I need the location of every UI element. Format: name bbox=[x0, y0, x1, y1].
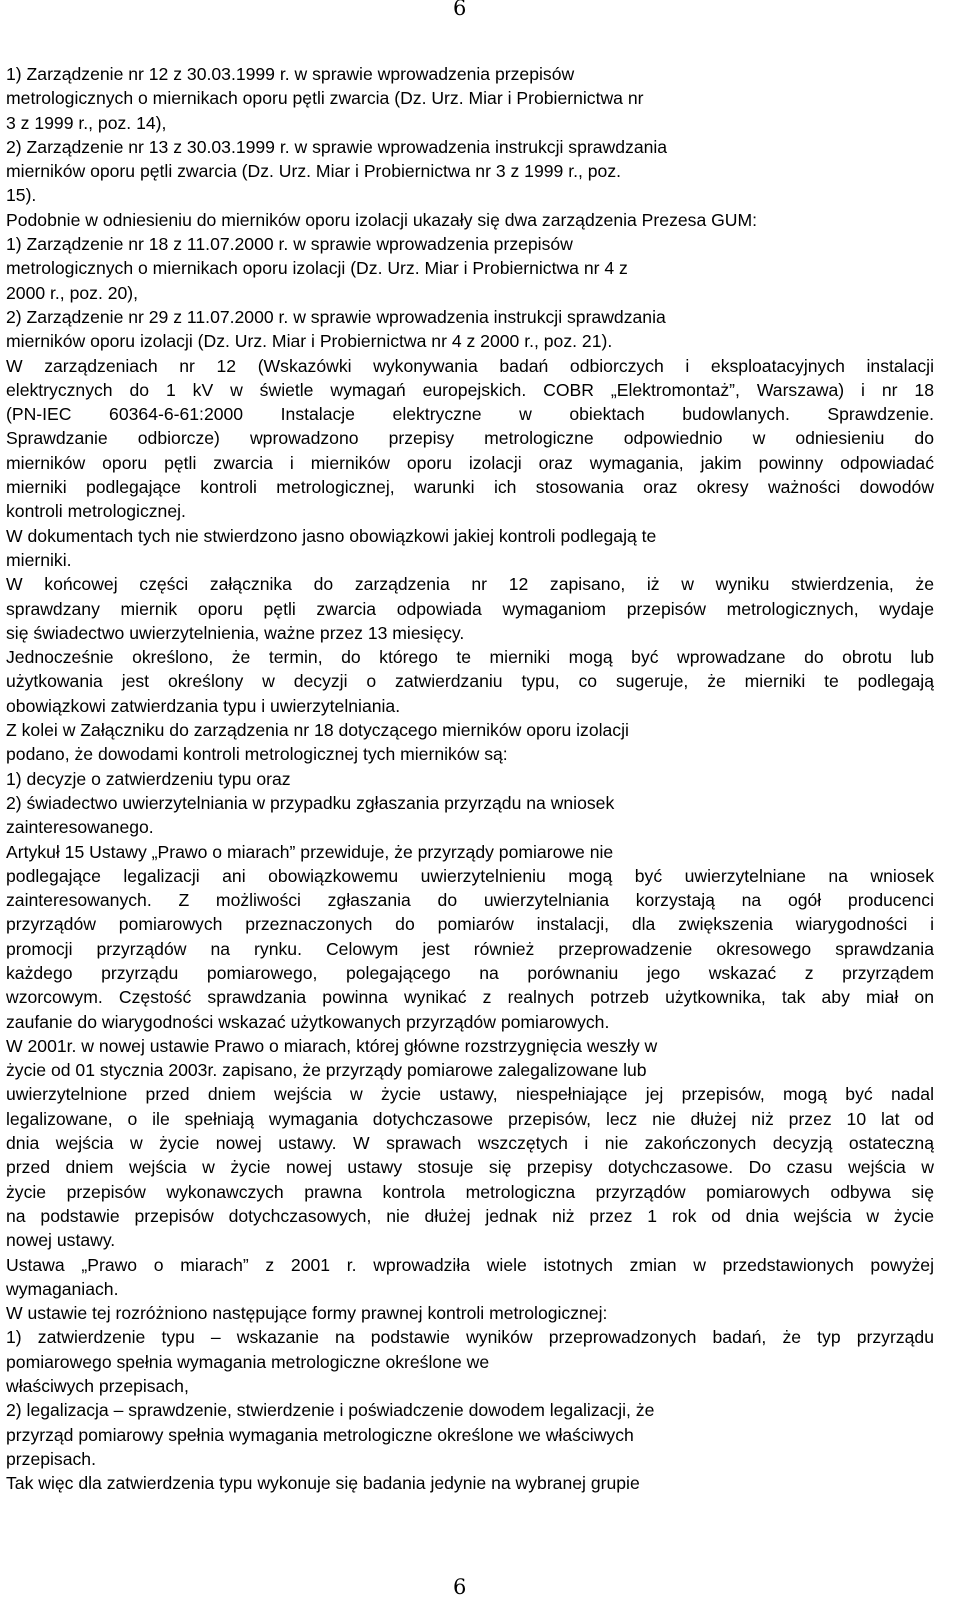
text-line: na podstawie przepisów dotychczasowych, nie dłużej jednak niż przez 1 rok od dnia wejścia w życie bbox=[6, 1205, 934, 1226]
text-line: podano, że dowodami kontroli metrologicznej tych mierników są: bbox=[6, 744, 508, 765]
text-line: 1) zatwierdzenie typu – wskazanie na podstawie wyników przeprowadzonych badań, że typ przyrządu bbox=[6, 1327, 934, 1348]
text-line: metrologicznych o miernikach oporu pętli zwarcia (Dz. Urz. Miar i Probiernictwa nr bbox=[6, 88, 644, 109]
text-line: 2) Zarządzenie nr 29 z 11.07.2000 r. w sprawie wprowadzenia instrukcji sprawdzania bbox=[6, 306, 666, 327]
text-line: W dokumentach tych nie stwierdzono jasno obowiązkowi jakiej kontroli podlegają te bbox=[6, 525, 657, 546]
text-line: Podobnie w odniesieniu do mierników oporu izolacji ukazały się dwa zarządzenia Prezesa GUM: bbox=[6, 209, 758, 230]
text-line: podlegające legalizacji ani obowiązkowemu uwierzytelnieniu mogą być uwierzytelniane na wniosek bbox=[6, 865, 934, 886]
text-line: użytkowania jest określony w decyzji o zatwierdzaniu typu, co sugeruje, że mierniki te podlegają bbox=[6, 671, 934, 692]
text-line: przed dniem wejścia w życie nowej ustawy stosuje się przepisy dotychczasowe. Do czasu wejścia w bbox=[6, 1157, 934, 1178]
text-line: W końcowej części załącznika do zarządzenia nr 12 zapisano, iż w wyniku stwierdzenia, że bbox=[6, 574, 934, 595]
text-line: pomiarowego spełnia wymagania metrologiczne określone we bbox=[6, 1351, 490, 1372]
text-line: 2) legalizacja – sprawdzenie, stwierdzenie i poświadczenie dowodem legalizacji, że bbox=[6, 1400, 655, 1421]
text-line: W zarządzeniach nr 12 (Wskazówki wykonywania badań odbiorczych i eksploatacyjnych instalacji bbox=[6, 355, 934, 376]
text-line: mierników oporu izolacji (Dz. Urz. Miar i Probiernictwa nr 4 z 2000 r., poz. 21). bbox=[6, 331, 613, 352]
text-line: Tak więc dla zatwierdzenia typu wykonuje się badania jedynie na wybranej grupie bbox=[6, 1473, 640, 1494]
text-line: obowiązkowi zatwierdzania typu i uwierzytelniania. bbox=[6, 695, 401, 716]
text-line: 2000 r., poz. 20), bbox=[6, 282, 139, 303]
text-line: elektrycznych do 1 kV w świetle wymagań europejskich. COBR „Elektromontaż”, Warszawa) i nr 18 bbox=[6, 379, 934, 400]
text-line: przyrząd pomiarowy spełnia wymagania metrologiczne określone we właściwych bbox=[6, 1424, 634, 1445]
text-line: nowej ustawy. bbox=[6, 1230, 116, 1251]
text-line: Z kolei w Załączniku do zarządzenia nr 18 dotyczącego mierników oporu izolacji bbox=[6, 720, 629, 741]
text-line: legalizowane, o ile spełniają wymagania dotychczasowe przepisów, lecz nie dłużej niż przez 10 lat od bbox=[6, 1108, 934, 1129]
text-line: każdego przyrządu pomiarowego, polegającego na porównaniu jego wskazać z przyrządem bbox=[6, 962, 934, 983]
text-line: Jednocześnie określono, że termin, do którego te mierniki mogą być wprowadzane do obrotu lub bbox=[6, 647, 934, 668]
text-line: wymaganiach. bbox=[6, 1278, 119, 1299]
text-line: wzorcowym. Częstość sprawdzania powinna wynikać z realnych potrzeb użytkownika, tak aby miał on bbox=[6, 987, 934, 1008]
text-line: przepisach. bbox=[6, 1448, 96, 1469]
text-line: mierników oporu pętli zwarcia (Dz. Urz. Miar i Probiernictwa nr 3 z 1999 r., poz. bbox=[6, 161, 622, 182]
text-line: Ustawa „Prawo o miarach” z 2001 r. wprowadziła wiele istotnych zmian w przedstawionych powyżej bbox=[6, 1254, 934, 1275]
text-line: życie od 01 stycznia 2003r. zapisano, że przyrządy pomiarowe zalegalizowane lub bbox=[6, 1060, 647, 1081]
text-line: zainteresowanego. bbox=[6, 817, 154, 838]
page-number-bottom: 6 bbox=[453, 1575, 467, 1599]
text-line: 2) świadectwo uwierzytelniania w przypadku zgłaszania przyrządu na wniosek bbox=[6, 792, 615, 813]
text-line: się świadectwo uwierzytelnienia, ważne przez 13 miesięcy. bbox=[6, 622, 465, 643]
text-line: Artykuł 15 Ustawy „Prawo o miarach” przewiduje, że przyrządy pomiarowe nie bbox=[6, 841, 614, 862]
page-number-top: 6 bbox=[453, 0, 467, 20]
text-line: 1) Zarządzenie nr 18 z 11.07.2000 r. w sprawie wprowadzenia przepisów bbox=[6, 234, 573, 255]
text-line: sprawdzany miernik oporu pętli zwarcia odpowiada wymaganiom przepisów metrologicznych, wydaje bbox=[6, 598, 934, 619]
text-line: 1) Zarządzenie nr 12 z 30.03.1999 r. w sprawie wprowadzenia przepisów bbox=[6, 64, 575, 84]
text-line: mierniki podlegające kontroli metrologicznej, warunki ich stosowania oraz okresy ważności dowodów bbox=[6, 477, 934, 498]
text-line: W ustawie tej rozróżniono następujące formy prawnej kontroli metrologicznej: bbox=[6, 1303, 608, 1324]
text-line: zainteresowanych. Z możliwości zgłaszania do uwierzytelniania korzystają na ogół producenci bbox=[6, 890, 934, 911]
text-line: uwierzytelnione przed dniem wejścia w życie ustawy, niespełniające jej przepisów, mogą być nadal bbox=[6, 1084, 934, 1105]
text-line: (PN-IEC 60364-6-61:2000 Instalacje elektryczne w obiektach budowlanych. Sprawdzenie. bbox=[6, 404, 934, 425]
text-line: 15). bbox=[6, 185, 37, 206]
text-line: zaufanie do wiarygodności wskazać użytkowanych przyrządów pomiarowych. bbox=[6, 1011, 610, 1032]
document-body bbox=[6, 62, 934, 1496]
text-line: W 2001r. w nowej ustawie Prawo o miarach, której główne rozstrzygnięcia weszły w bbox=[6, 1035, 658, 1056]
text-line: kontroli metrologicznej. bbox=[6, 501, 186, 522]
text-line: życie przepisów wykonawczych prawna kontrola metrologiczna przyrządów pomiarowych odbywa się bbox=[6, 1181, 934, 1202]
text-line: mierniki. bbox=[6, 549, 72, 570]
text-line: właściwych przepisach, bbox=[6, 1376, 189, 1397]
text-line: 1) decyzje o zatwierdzeniu typu oraz bbox=[6, 768, 291, 789]
text-line: 2) Zarządzenie nr 13 z 30.03.1999 r. w sprawie wprowadzenia instrukcji sprawdzania bbox=[6, 136, 668, 157]
text-line: przyrządów pomiarowych przeznaczonych do pomiarów instalacji, dla zwiększenia wiarygodności i bbox=[6, 914, 934, 935]
text-line: dnia wejścia w życie nowej ustawy. W sprawach wszczętych i nie zakończonych decyzją ostateczną bbox=[6, 1133, 934, 1154]
text-line: mierników oporu pętli zwarcia i mierników oporu izolacji oraz wymagania, jakim powinny odpowiadać bbox=[6, 452, 934, 473]
text-line: Sprawdzanie odbiorcze) wprowadzono przepisy metrologiczne odpowiednio w odniesieniu do bbox=[6, 428, 934, 449]
text-line: metrologicznych o miernikach oporu izolacji (Dz. Urz. Miar i Probiernictwa nr 4 z bbox=[6, 258, 628, 279]
text-line: 3 z 1999 r., poz. 14), bbox=[6, 112, 167, 133]
text-line: promocji przyrządów na rynku. Celowym jest również przeprowadzenie okresowego sprawdzania bbox=[6, 938, 934, 959]
